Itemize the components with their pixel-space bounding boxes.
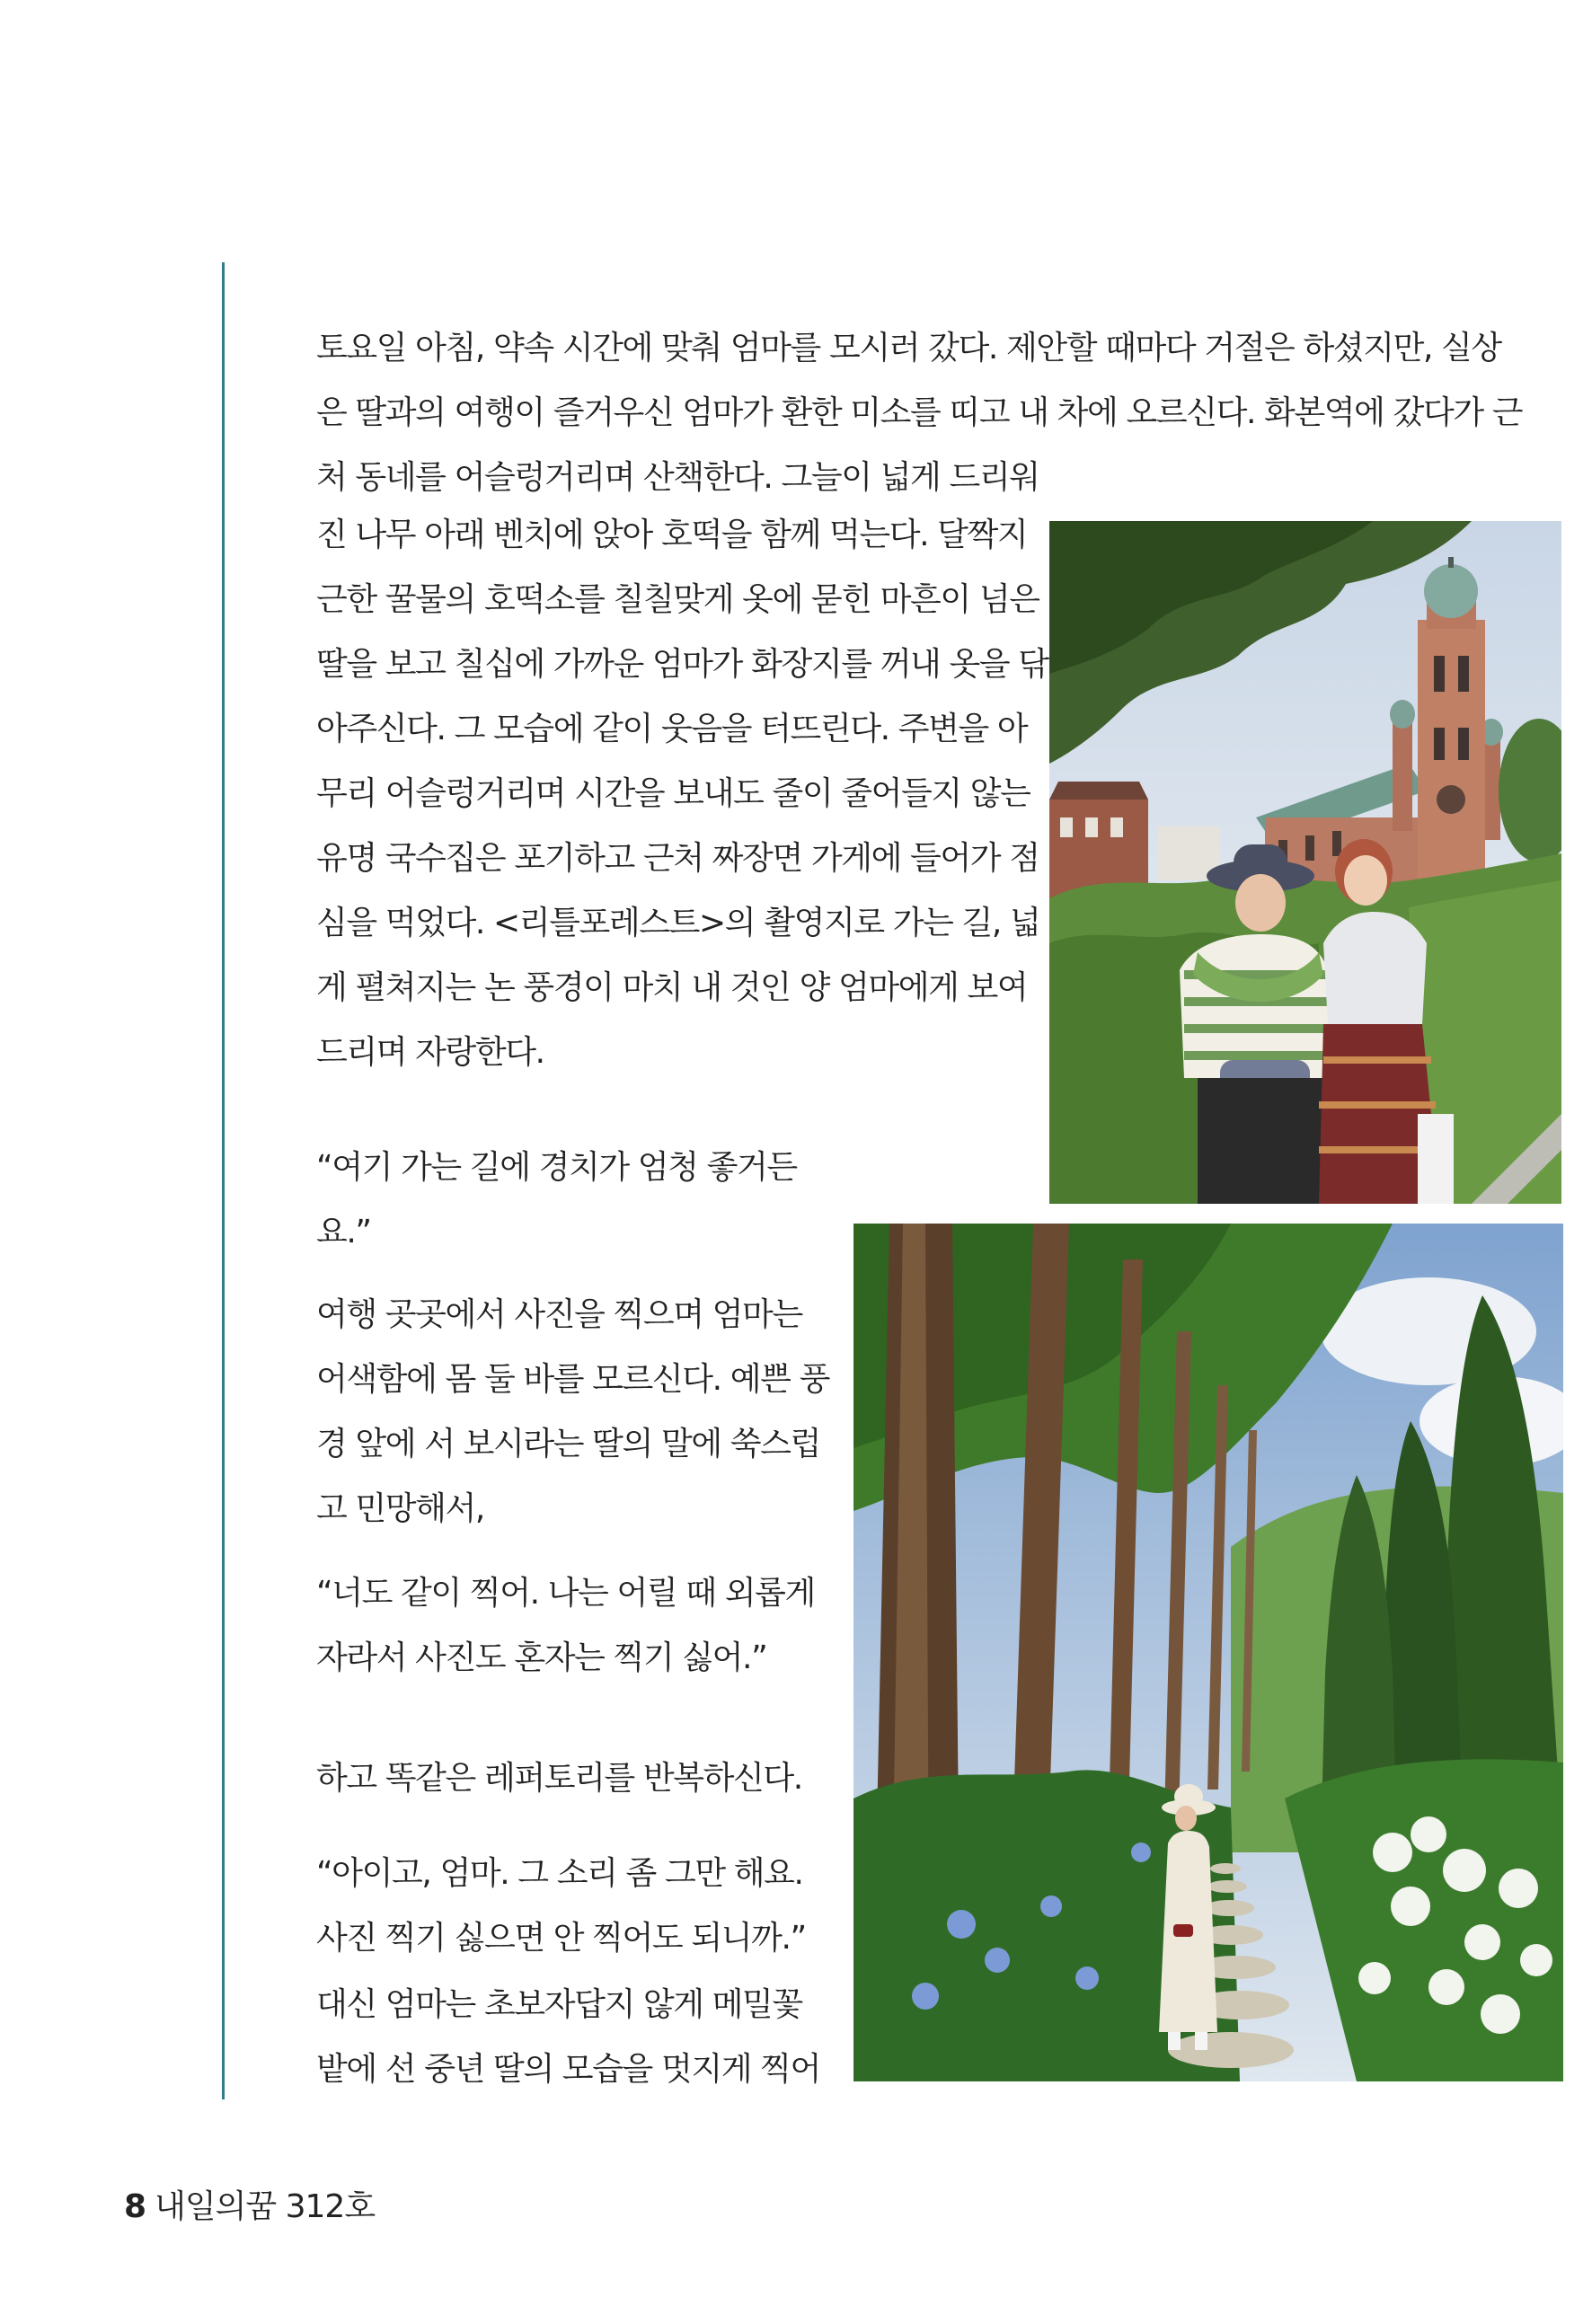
text-line: 딸을 보고 칠십에 가까운 엄마가 화장지를 꺼내 옷을 닦 xyxy=(316,646,1048,683)
paragraph-7 xyxy=(316,1842,806,1971)
text-line: 밭에 선 중년 딸의 모습을 멋지게 찍어 xyxy=(316,2051,820,2088)
text-line: “여기 가는 길에 경치가 엄청 좋거든 xyxy=(316,1149,797,1186)
text-line: “너도 같이 찍어. 나는 어릴 때 외롭게 xyxy=(316,1575,815,1612)
margin-rule xyxy=(222,262,225,2099)
text-line: 게 펼쳐지는 논 풍경이 마치 내 것인 양 엄마에게 보여 xyxy=(316,969,1028,1006)
text-line: “아이고, 엄마. 그 소리 좀 그만 해요. xyxy=(316,1855,803,1892)
paragraph-6 xyxy=(316,1746,802,1811)
text-line: 요.” xyxy=(316,1214,371,1250)
publication-name: 내일의꿈 312호 xyxy=(155,2188,376,2225)
paragraph-8 xyxy=(316,1973,820,2102)
text-line: 처 동네를 어슬렁거리며 산책한다. 그늘이 넓게 드리워 xyxy=(316,459,1039,496)
paragraph-3 xyxy=(316,1135,797,1265)
text-line: 대신 엄마는 초보자답지 않게 메밀꽃 xyxy=(316,1986,802,2023)
text-line: 하고 똑같은 레퍼토리를 반복하신다. xyxy=(316,1760,802,1797)
text-line: 자라서 사진도 혼자는 찍기 싫어.” xyxy=(316,1639,767,1676)
page-footer xyxy=(124,2181,375,2227)
page-number: 8 xyxy=(124,2188,146,2225)
paragraph-2 xyxy=(316,503,1048,1085)
forest-photo-illustration xyxy=(853,1224,1563,2081)
text-line: 근한 꿀물의 호떡소를 칠칠맞게 옷에 묻힌 마흔이 넘은 xyxy=(316,581,1039,618)
paragraph-5 xyxy=(316,1561,815,1691)
text-line: 심을 먹었다. <리틀포레스트>의 촬영지로 가는 길, 넓 xyxy=(316,905,1040,941)
paragraph-1 xyxy=(316,316,1522,510)
photo-forest xyxy=(853,1224,1563,2081)
text-line: 토요일 아침, 약속 시간에 맞춰 엄마를 모시러 갔다. 제안할 때마다 거절은 하셨지만, 실상 xyxy=(316,330,1501,367)
text-line: 유명 국수집은 포기하고 근처 짜장면 가게에 들어가 점 xyxy=(316,840,1039,877)
text-line: 진 나무 아래 벤치에 앉아 호떡을 함께 먹는다. 달짝지 xyxy=(316,517,1028,553)
text-line: 은 딸과의 여행이 즐거우신 엄마가 환한 미소를 띠고 내 차에 오르신다. 화본역에 갔다가 근 xyxy=(316,394,1523,431)
text-line: 고 민망해서, xyxy=(316,1490,484,1527)
text-line: 무리 어슬렁거리며 시간을 보내도 줄이 줄어들지 않는 xyxy=(316,775,1030,812)
text-line: 아주신다. 그 모습에 같이 웃음을 터뜨린다. 주변을 아 xyxy=(316,711,1028,747)
church-photo-illustration xyxy=(1049,521,1561,1204)
paragraph-4 xyxy=(316,1283,829,1542)
text-line: 드리며 자랑한다. xyxy=(316,1034,544,1071)
text-line: 사진 찍기 싫으면 안 찍어도 되니까.” xyxy=(316,1920,806,1957)
text-line: 경 앞에 서 보시라는 딸의 말에 쑥스럽 xyxy=(316,1426,820,1462)
text-line: 여행 곳곳에서 사진을 찍으며 엄마는 xyxy=(316,1296,802,1333)
photo-church xyxy=(1049,521,1561,1204)
text-line: 어색함에 몸 둘 바를 모르신다. 예쁜 풍 xyxy=(316,1361,829,1398)
